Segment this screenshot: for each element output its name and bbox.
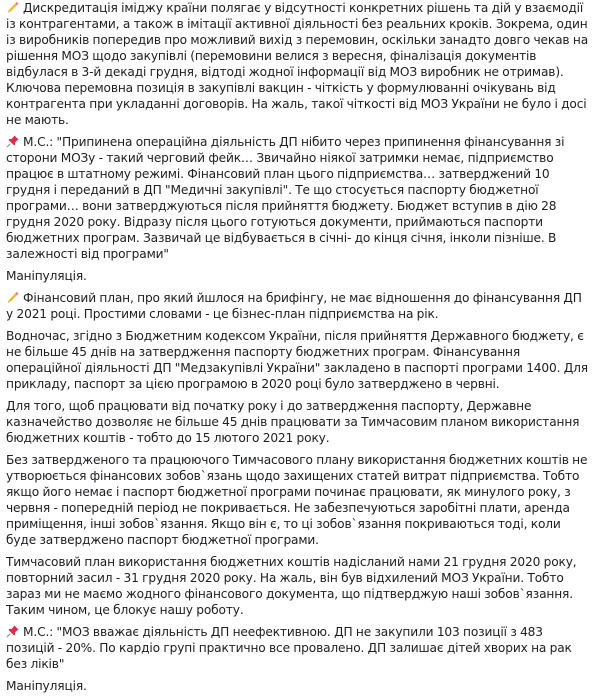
paragraph-quote-efficiency [6, 624, 591, 672]
paragraph-text: М.С.: "МОЗ вважає діяльність ДП неефективною. ДП не закупили 103 позиції з 483 позицій - 20%. По кардіо групі практично все провалено. ДП залишає дітей хворих на рак без ліків" [6, 625, 572, 671]
paragraph-quote-operational [6, 134, 591, 262]
paragraph-plan-rejected [6, 554, 591, 618]
pencil-icon [6, 290, 20, 304]
pencil-icon [6, 0, 20, 14]
paragraph-text: Дискредитація іміджу країни полягає у відсутності конкретних рішень та дій у взаємодії із контрагентами, а також в імітації активної діяльності без реальних кроків. Зокрема, один із виробників попередив про можливий вихід з перемовин, оскільки занадто довго чекав на рішення МОЗ щодо закупівлі (перемовини велися з вересня, фіналізація документів відбулася в 3-й декаді грудня, відтоді жодної інформації від МОЗ виробник не отримав). Ключова перемовна позиція в закупівлі вакцин - чіткість у формулюванні очікувань від контрагента при укладанні договорів. На жаль, такої чіткості від МОЗ України не було і досі не мають. [6, 1, 589, 127]
paragraph-text: Маніпуляція. [6, 269, 87, 283]
paragraph-text: Тимчасовий план використання бюджетних коштів надісланий нами 21 грудня 2020 року, повторний засил - 31 грудня 2020 року. На жаль, він був відхилений МОЗ України. Тобто зараз ми не маємо жодного фінансового документа, що підтверджую наші зобов`язання. Таким чином, це блокує нашу роботу. [6, 555, 577, 617]
paragraph-manipulation-2 [6, 678, 591, 694]
paragraph-temporary-plan [6, 452, 591, 548]
post-body [6, 0, 591, 700]
paragraph-treasury [6, 398, 591, 446]
pushpin-icon [6, 134, 20, 148]
paragraph-text: Водночас, згідно з Бюджетним кодексом України, після прийняття Державного бюджету, є не більше 45 днів на затвердження паспорту бюджетних програм. Фінансування операційної діяльності ДП "Медзакупівлі України" закладено в паспорті програми 1400. Для прикладу, паспорт за цією програмою в 2020 році було затверджено в червні. [6, 329, 588, 391]
paragraph-manipulation-1 [6, 268, 591, 284]
paragraph-financial-plan [6, 290, 591, 322]
paragraph-text: М.С.: "Припинена операційна діяльність ДП нібито через припинення фінансування зі сторони МОЗу - такий черговий фейк… Звичайно ніякої затримки немає, підприємство працює в штатному режимі. Фінансовий план цього підприємства… затверджений 10 грудня і переданий в ДП "Медичні закупівлі". Те що стосується паспорту бюджетної програми… вони затверджуються після прийняття бюджету. Бюджет вступив в дію 28 грудня 2020 року. Відразу після цього готуються документи, приймаються паспорти бюджетних програм. Зазвичай це відбувається в січні- до кінця січня, інколи пізніше. В залежності від програми" [6, 135, 565, 261]
paragraph-budget-code [6, 328, 591, 392]
paragraph-text: Для того, щоб працювати від початку року і до затвердження паспорту, Державне казначейство дозволяє не більше 45 днів працювати за Тимчасовим планом використання бюджетних коштів - тобто до 15 лютого 2021 року. [6, 399, 580, 445]
paragraph-discreditation [6, 0, 591, 128]
paragraph-text: Маніпуляція. [6, 679, 87, 693]
paragraph-text: Фінансовий план, про який йшлося на брифінгу, не має відношення до фінансування ДП у 2021 році. Простими словами - це бізнес-план підприємства на рік. [6, 291, 582, 321]
paragraph-text: Без затвердженого та працюючого Тимчасового плану використання бюджетних коштів не утворюється фінансових зобов`язань щодо захищених статей витрат підприємства. Тобто якщо його немає і паспорт бюджетної програми починає працювати, як минулого року, з червня - попередній період не покривається. Не забезпечуються заробітні плати, аренда приміщення, інші зобов`язання. Якщо він є, то ці зобов`язання покриваються тоді, коли буде затверджено паспорт бюджетної програми. [6, 453, 588, 547]
pushpin-icon [6, 624, 20, 638]
